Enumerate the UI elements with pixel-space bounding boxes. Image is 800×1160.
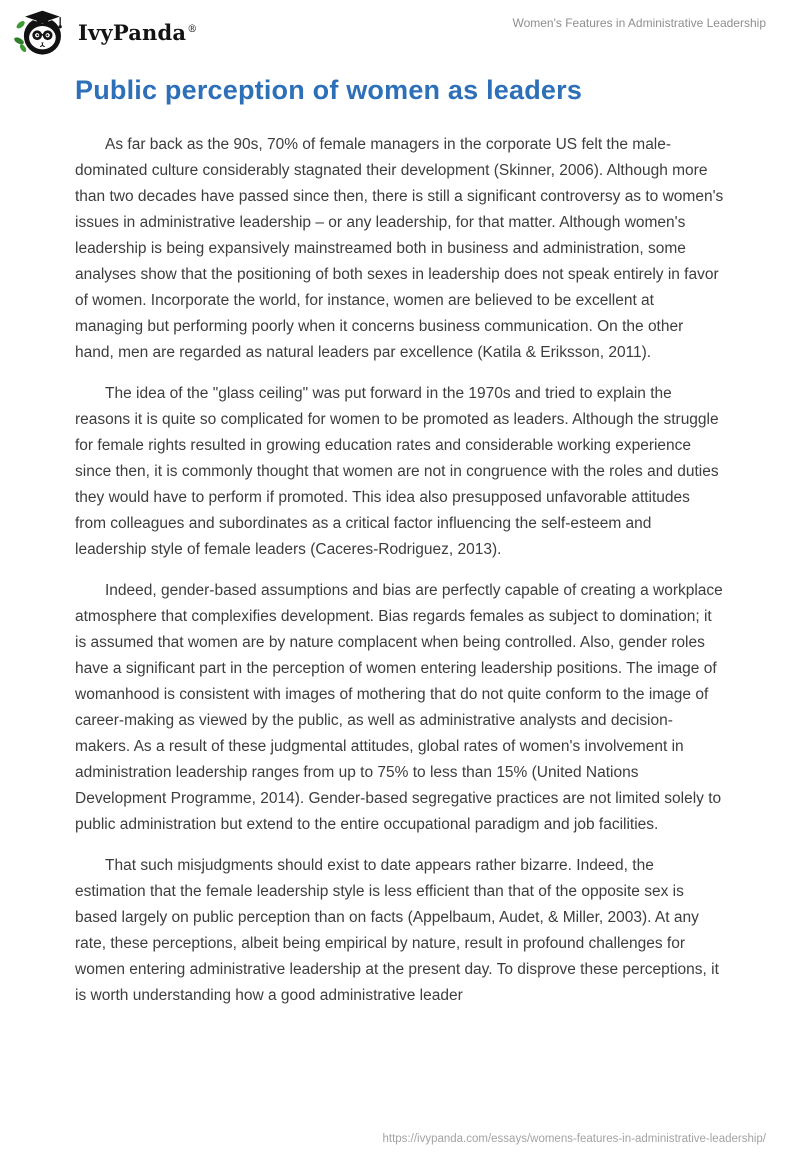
source-url[interactable]: https://ivypanda.com/essays/womens-features-in-administrative-leadership/ [382, 1133, 766, 1145]
brand-name [78, 20, 197, 45]
ivypanda-logo-icon [14, 7, 66, 57]
brand-wordmark: IvyPanda [78, 19, 187, 45]
essay-content [75, 74, 725, 1024]
document-title: Women's Features in Administrative Leadership [512, 16, 766, 30]
page-footer [383, 1129, 767, 1147]
registered-mark: ® [187, 23, 198, 35]
page-header [0, 0, 800, 64]
essay-paragraph-4: That such misjudgments should exist to date appears rather bizarre. Indeed, the estimation that the female leadership style is less efficient than that of the opposite sex is based largely on public perception than on facts (Appelbaum, Audet, & Miller, 2003). At any rate, these perceptions, albeit being empirical by nature, result in profound challenges for women entering administrative leadership at the present day. To disprove these perceptions, it is worth understanding how a good administrative leader [75, 857, 719, 1004]
brand[interactable] [14, 7, 197, 57]
section-heading: Public perception of women as leaders [75, 75, 583, 105]
essay-paragraph-2: The idea of the "glass ceiling" was put forward in the 1970s and tried to explain the reasons it is quite so complicated for women to be promoted as leaders. Although the struggle for female rights resulted in growing education rates and considerable working experience since then, it is commonly thought that women are not in congruence with the roles and duties they would have to perform if promoted. This idea also presupposed unfavorable attitudes from colleagues and subordinates as a critical factor influencing the self-esteem and leadership style of female leaders (Caceres-Rodriguez, 2013). [75, 385, 719, 558]
essay-paragraph-3: Indeed, gender-based assumptions and bias are perfectly capable of creating a workplace atmosphere that complexifies development. Bias regards females as subject to domination; it is assumed that women are by nature complacent when being controlled. Also, gender roles have a significant part in the perception of women entering leadership positions. The image of womanhood is consistent with images of mothering that do not quite conform to the image of career-making as viewed by the public, as well as administrative analysts and decision-makers. As a result of these judgmental attitudes, global rates of women's involvement in administration leadership ranges from up to 75% to less than 15% (United Nations Development Programme, 2014). Gender-based segregative practices are not limited solely to public administration but extend to the entire occupational paradigm and job facilities. [75, 582, 723, 833]
essay-paragraph-1: As far back as the 90s, 70% of female managers in the corporate US felt the male-dominated culture considerably stagnated their development (Skinner, 2006). Although more than two decades have passed since then, there is still a significant controversy as to women's issues in administrative leadership – or any leadership, for that matter. Although women's leadership is being expansively mainstreamed both in business and administration, some analyses show that the positioning of both sexes in leadership does not speak entirely in favor of women. Incorporate the world, for instance, women are believed to be excellent at managing but performing poorly when it concerns business communication. On the other hand, men are regarded as natural leaders par excellence (Katila & Eriksson, 2011). [75, 136, 724, 361]
